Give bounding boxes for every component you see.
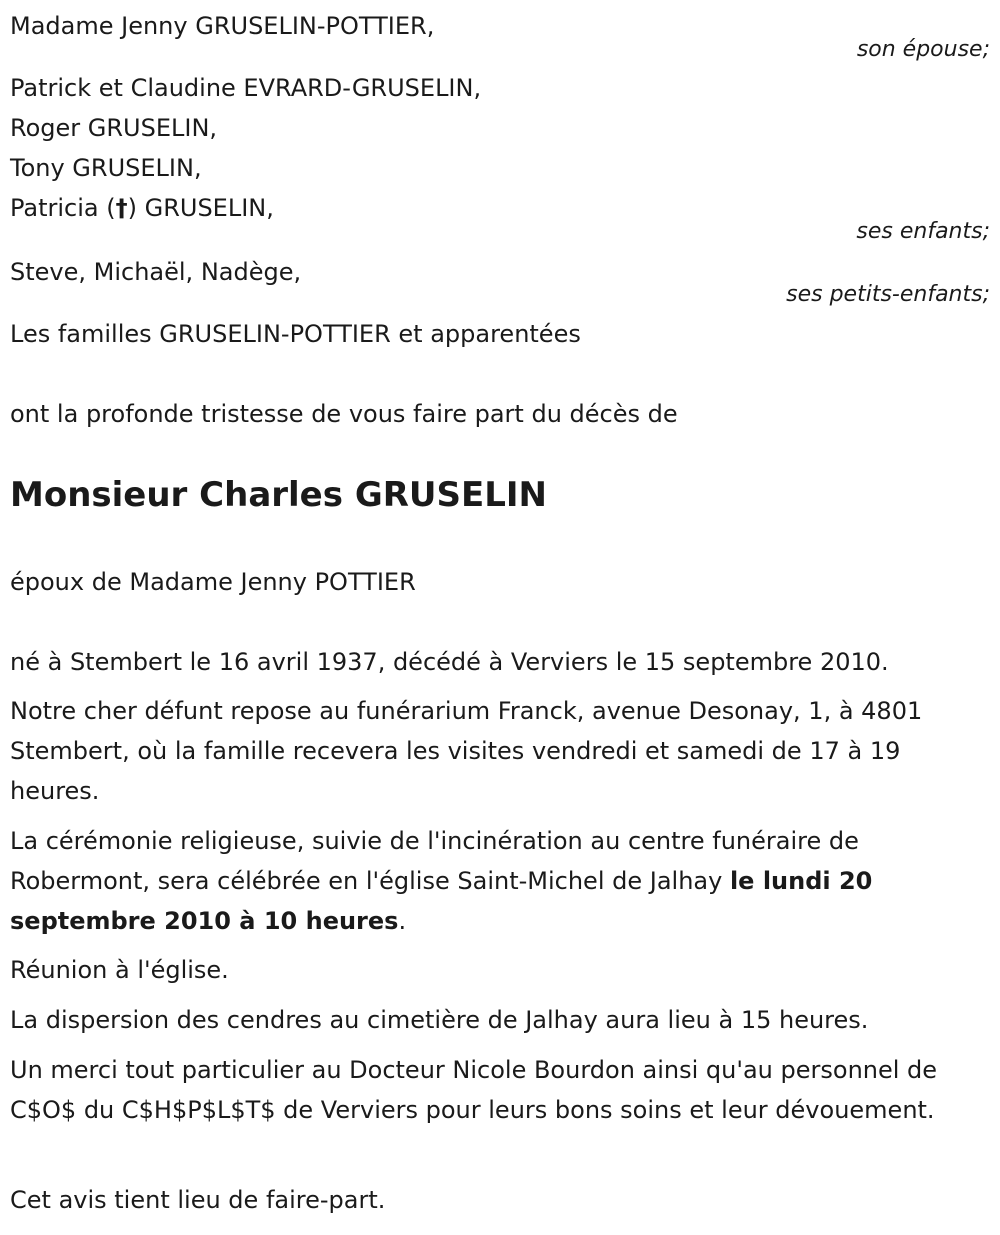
ceremony-date: le lundi 20 septembre 2010 à 10 heures [10,867,873,935]
children-role: ses enfants; [856,219,990,244]
cross-icon: † [115,194,128,222]
child-name-deceased [10,188,274,228]
families-line: Les familles GRUSELIN-POTTIER et apparentées [10,320,581,348]
grandchildren-names: Steve, Michaël, Nadège, [10,258,302,286]
birth-death-dates: né à Stembert le 16 avril 1937, décédé à Verviers le 15 septembre 2010. [10,648,889,676]
meeting-line: Réunion à l'église. [10,956,229,984]
child-name-2: Roger GRUSELIN, [10,114,218,142]
spouse-of: époux de Madame Jenny POTTIER [10,568,416,596]
spouse-role: son épouse; [856,37,990,62]
spouse-name: Madame Jenny GRUSELIN-POTTIER, [10,12,435,40]
grandchildren-role: ses petits-enfants; [786,282,990,307]
child-name-3: Tony GRUSELIN, [10,154,202,182]
ceremony-end: . [398,907,407,935]
rest-place-paragraph: Notre cher défunt repose au funérarium Franck, avenue Desonay, 1, à 4801 Stembert, où la famille recevera les visites vendredi et samedi de 17 à 19 heures. [10,697,923,805]
thanks-paragraph: Un merci tout particulier au Docteur Nicole Bourdon ainsi qu'au personnel de C$O$ du C$H$P$L$T$ de Verviers pour leurs bons soins et leur dévouement. [10,1056,938,1124]
child-deceased-prefix: Patricia ( [10,194,116,222]
closing-line: Cet avis tient lieu de faire-part. [10,1186,386,1214]
ceremony-paragraph [10,821,995,941]
child-name-1: Patrick et Claudine EVRARD-GRUSELIN, [10,74,482,102]
announcement-text: ont la profonde tristesse de vous faire part du décès de [10,400,678,428]
ceremony-text: La cérémonie religieuse, suivie de l'incinération au centre funéraire de Robermont, sera célébrée en l'église Saint-Michel de Jalhay [10,827,859,895]
dispersion-line: La dispersion des cendres au cimetière de Jalhay aura lieu à 15 heures. [10,1006,869,1034]
deceased-name: Monsieur Charles GRUSELIN [10,475,547,515]
child-deceased-suffix: ) GRUSELIN, [127,194,274,222]
